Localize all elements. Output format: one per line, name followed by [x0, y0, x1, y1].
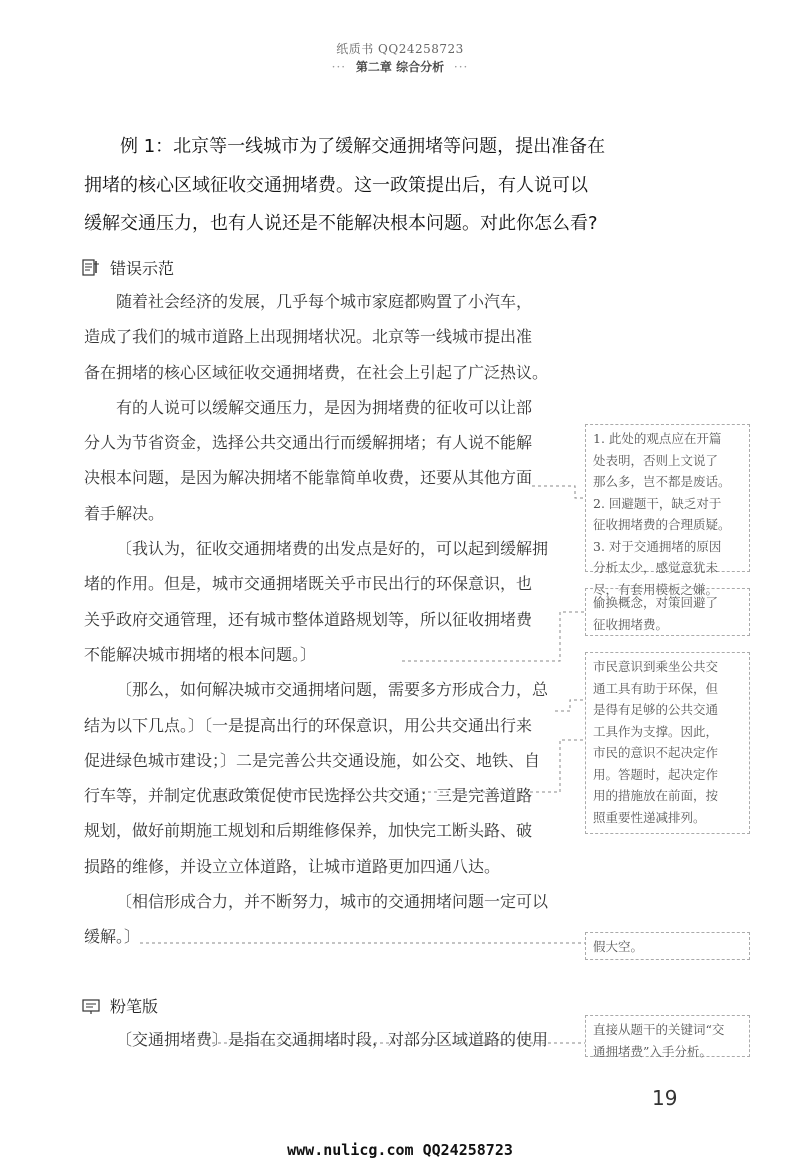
section-title: 粉笔版	[110, 997, 159, 1016]
body-line: 不能解决城市拥堵的根本问题。〕	[84, 644, 317, 664]
margin-note	[585, 932, 750, 960]
question-line: 例 1：北京等一线城市为了缓解交通拥堵等问题，提出准备在	[120, 136, 606, 157]
body-line: 损路的维修，并设立立体道路，让城市道路更加四通八达。	[84, 856, 501, 876]
note-line: 偷换概念，对策回避了	[593, 595, 719, 610]
chalk-version-body	[84, 1022, 548, 1057]
note-line: 直接从题干的关键词“交	[593, 1022, 725, 1037]
header-rule-left: ···	[331, 60, 347, 74]
section-chalk-version	[82, 994, 158, 1017]
body-line: 决根本问题，是因为解决拥堵不能靠简单收费，还要从其他方面	[84, 468, 533, 488]
body-line: 行车等，并制定优惠政策促使市民选择公共交通；三是完善道路	[84, 786, 533, 806]
note-line: 分析太少，感觉意犹未	[593, 560, 719, 575]
note-line: 假大空。	[593, 939, 644, 954]
wrong-example-icon	[82, 259, 100, 277]
body-line: 缓解。〕	[84, 927, 141, 947]
note-line: 通工具有助于环保，但	[593, 680, 719, 696]
note-line: 用的措施放在前面，按	[593, 788, 719, 803]
footer-watermark: www.nulicg.com QQ24258723	[287, 1141, 513, 1159]
body-line: 有的人说可以缓解交通压力，是因为拥堵费的征收可以让部	[116, 397, 533, 417]
example-question	[84, 128, 606, 244]
body-line: 堵的作用。但是，城市交通拥堵既关乎市民出行的环保意识，也	[84, 574, 533, 594]
body-line: 备在拥堵的核心区域征收交通拥堵费，在社会上引起了广泛热议。	[84, 362, 549, 382]
note-line: 2. 回避题干，缺乏对于	[593, 495, 722, 511]
note-line: 3. 对于交通拥堵的原因	[593, 538, 722, 554]
margin-note	[585, 424, 750, 597]
note-line: 通拥堵费”入手分析。	[593, 1043, 712, 1059]
question-line: 缓解交通压力，也有人说还是不能解决根本问题。对此你怎么看?	[84, 213, 598, 234]
note-line: 市民意识到乘坐公共交	[593, 659, 719, 674]
body-line: 关乎政府交通管理，还有城市整体道路规划等，所以征收拥堵费	[84, 609, 533, 629]
body-line: 〔相信形成合力，并不断努力，城市的交通拥堵问题一定可以	[116, 892, 549, 912]
book-source-header: 纸质书 QQ24258723	[336, 42, 464, 56]
note-line: 是得有足够的公共交通	[593, 702, 719, 717]
page-number: 19	[652, 1086, 678, 1110]
section-wrong-example	[82, 256, 174, 279]
note-line: 那么多，岂不都是废话。	[593, 474, 731, 489]
note-line: 征收拥堵费。	[593, 616, 669, 632]
note-line: 照重要性递减排列。	[593, 809, 706, 825]
wrong-example-body	[84, 284, 548, 955]
body-line: 随着社会经济的发展，几乎每个城市家庭都购置了小汽车，	[116, 292, 533, 311]
header-rule-right: ···	[453, 60, 469, 74]
margin-note	[585, 1015, 750, 1057]
note-line: 处表明，否则上文说了	[593, 452, 719, 468]
chapter-title: 第二章 综合分析	[355, 60, 445, 74]
body-line: 促进绿色城市建设；〕二是完善公共交通设施，如公交、地铁、自	[84, 750, 541, 770]
margin-note	[585, 652, 750, 834]
question-line: 拥堵的核心区域征收交通拥堵费。这一政策提出后，有人说可以	[84, 174, 588, 196]
note-line: 1. 此处的观点应在开篇	[593, 431, 722, 446]
body-line: 分人为节省资金，选择公共交通出行而缓解拥堵；有人说不能解	[84, 433, 533, 453]
body-line: 着手解决。	[84, 503, 165, 523]
note-line: 市民的意识不起决定作	[593, 745, 719, 760]
body-line: 〔那么，如何解决城市交通拥堵问题，需要多方形成合力，总	[116, 680, 549, 700]
note-line: 用。答题时，起决定作	[593, 766, 719, 782]
body-line: 规划，做好前期施工规划和后期维修保养，加快完工断头路、破	[84, 821, 533, 841]
connector-note-3	[555, 700, 585, 711]
note-line: 征收拥堵费的合理质疑。	[593, 517, 731, 532]
chapter-header	[0, 58, 800, 75]
body-line: 结为以下几点。〕〔一是提高出行的环保意识，用公共交通出行来	[84, 715, 533, 735]
margin-note	[585, 588, 750, 636]
note-line: 工具作为支撑。因此，	[593, 723, 719, 739]
body-line: 〔交通拥堵费〕是指在交通拥堵时段，对部分区域道路的使用	[116, 1030, 549, 1049]
note-line: 尽，有套用模板之嫌。	[593, 581, 719, 597]
section-title: 错误示范	[110, 259, 175, 278]
body-line: 造成了我们的城市道路上出现拥堵状况。北京等一线城市提出准	[84, 327, 533, 347]
body-line: 〔我认为，征收交通拥堵费的出发点是好的，可以起到缓解拥	[116, 539, 549, 559]
chalk-version-icon	[82, 997, 100, 1015]
